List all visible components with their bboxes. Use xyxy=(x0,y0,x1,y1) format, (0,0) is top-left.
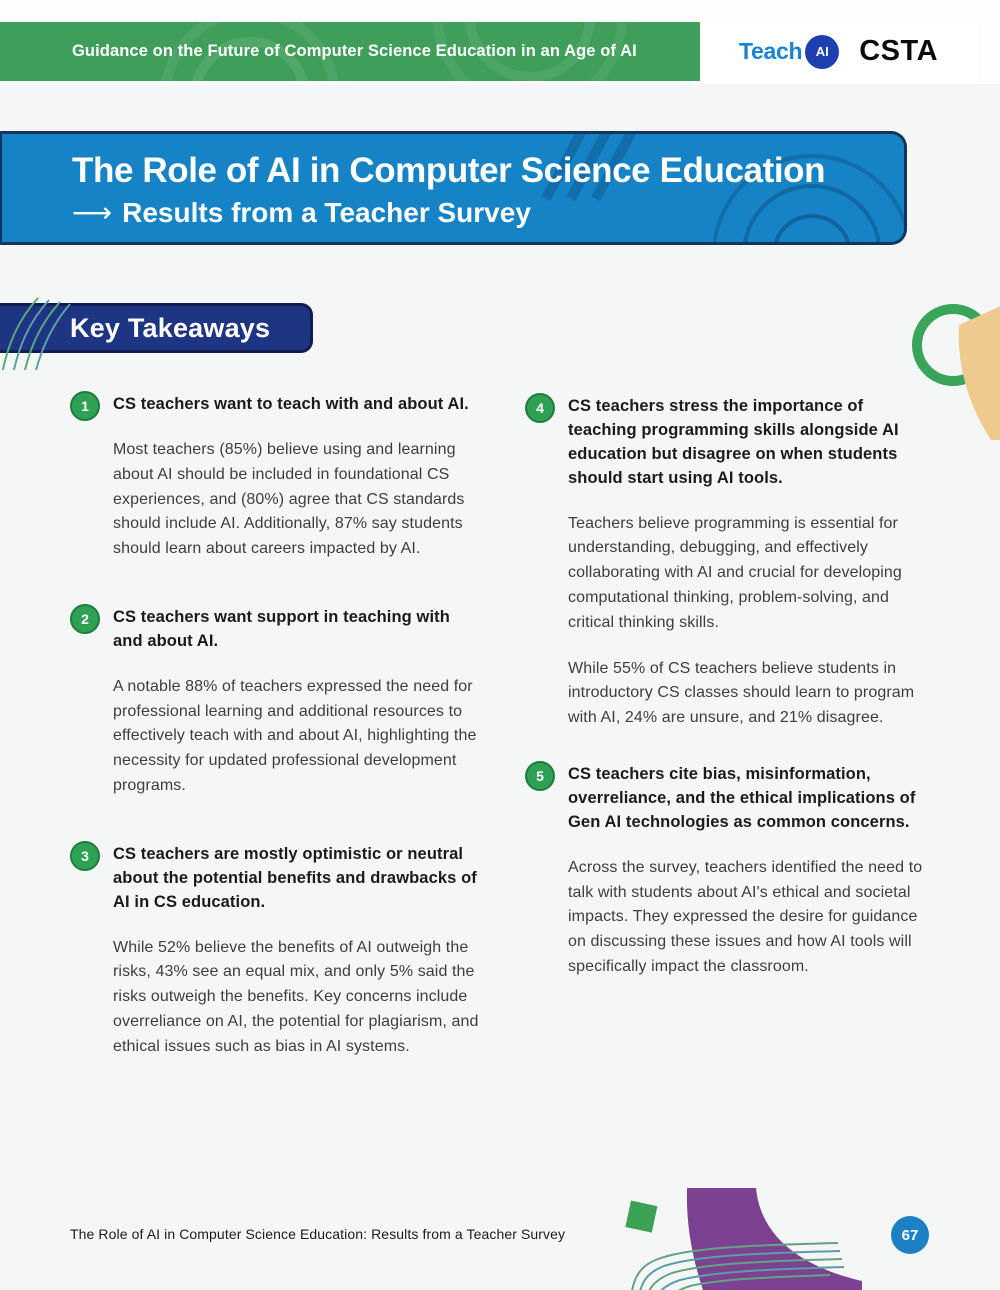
long-arrow-icon: ⟶ xyxy=(72,196,113,229)
takeaway-number-badge: 2 xyxy=(70,604,100,634)
takeaway-item-3 xyxy=(70,843,484,1060)
section-corner-lines-decoration xyxy=(0,294,74,370)
section-title: Key Takeaways xyxy=(70,312,271,343)
takeaway-paragraph: While 55% of CS teachers believe students in introductory CS classes should learn to program with AI, 24% are unsure, and 21% disagree. xyxy=(568,659,915,727)
page-subtitle-text: Results from a Teacher Survey xyxy=(122,196,531,228)
takeaway-number-badge: 4 xyxy=(525,393,555,423)
footer-decoration xyxy=(600,1185,1000,1290)
header-banner xyxy=(0,22,700,81)
takeaway-heading: CS teachers want support in teaching with and about AI. xyxy=(113,607,450,650)
teachai-wordmark: Teach xyxy=(738,38,803,64)
takeaway-heading: CS teachers want to teach with and about AI. xyxy=(113,395,469,413)
banner-title: Guidance on the Future of Computer Science Education in an Age of AI xyxy=(72,42,637,60)
page-title-box xyxy=(0,131,907,245)
takeaway-paragraph: Most teachers (85%) believe using and learning about AI should be included in foundational CS experiences, and (80%) agree that CS standards should include AI. Additionally, 87% say students should learn about careers impacted by AI. xyxy=(113,440,465,558)
footer-running-title: The Role of AI in Computer Science Education: Results from a Teacher Survey xyxy=(70,1226,566,1242)
takeaway-item-5 xyxy=(525,763,933,980)
takeaway-item-1 xyxy=(70,393,484,562)
takeaways-column-left xyxy=(70,393,484,1103)
takeaway-paragraph: A notable 88% of teachers expressed the need for professional learning and additional resources to effectively teach with and about AI, highlighting the necessity for updated professional development programs. xyxy=(113,677,477,794)
page-number-badge: 67 xyxy=(891,1216,929,1254)
takeaway-paragraph: While 52% believe the benefits of AI outweigh the risks, 43% see an equal mix, and only 5% said the risks outweigh the benefits. Key concerns include overreliance on AI, the potential for plagiarism, and ethical issues such as bias in AI systems. xyxy=(113,938,479,1055)
teachai-ai-badge-icon: AI xyxy=(805,35,839,69)
takeaway-heading: CS teachers cite bias, misinformation, overreliance, and the ethical implications of Gen AI technologies as common concerns. xyxy=(568,765,916,831)
takeaway-paragraph: Across the survey, teachers identified the need to talk with students about AI's ethical and societal impacts. They expressed the desire for guidance on discussing these issues and how AI tools will specifically impact the classroom. xyxy=(568,858,923,976)
csta-logo: CSTA xyxy=(859,35,939,67)
takeaway-heading: CS teachers stress the importance of teaching programming skills alongside AI education but disagree on when students should start using AI tools. xyxy=(568,397,899,487)
takeaway-number-badge: 3 xyxy=(70,841,100,871)
logo-panel xyxy=(700,22,977,81)
page-subtitle xyxy=(72,196,531,229)
page-title: The Role of AI in Computer Science Education xyxy=(72,151,826,190)
takeaway-heading: CS teachers are mostly optimistic or neutral about the potential benefits and drawbacks of AI in CS education. xyxy=(113,844,477,911)
takeaway-item-2 xyxy=(70,606,484,799)
takeaway-paragraph: Teachers believe programming is essential for understanding, debugging, and effectively collaborating with AI and crucial for developing computational thinking, problem-solving, and critical thinking skills. xyxy=(568,514,902,631)
takeaway-number-badge: 5 xyxy=(525,761,555,791)
teachai-logo xyxy=(739,35,839,69)
takeaways-column-right xyxy=(525,395,933,1012)
takeaway-number-badge: 1 xyxy=(70,391,100,421)
takeaway-item-4 xyxy=(525,395,933,731)
